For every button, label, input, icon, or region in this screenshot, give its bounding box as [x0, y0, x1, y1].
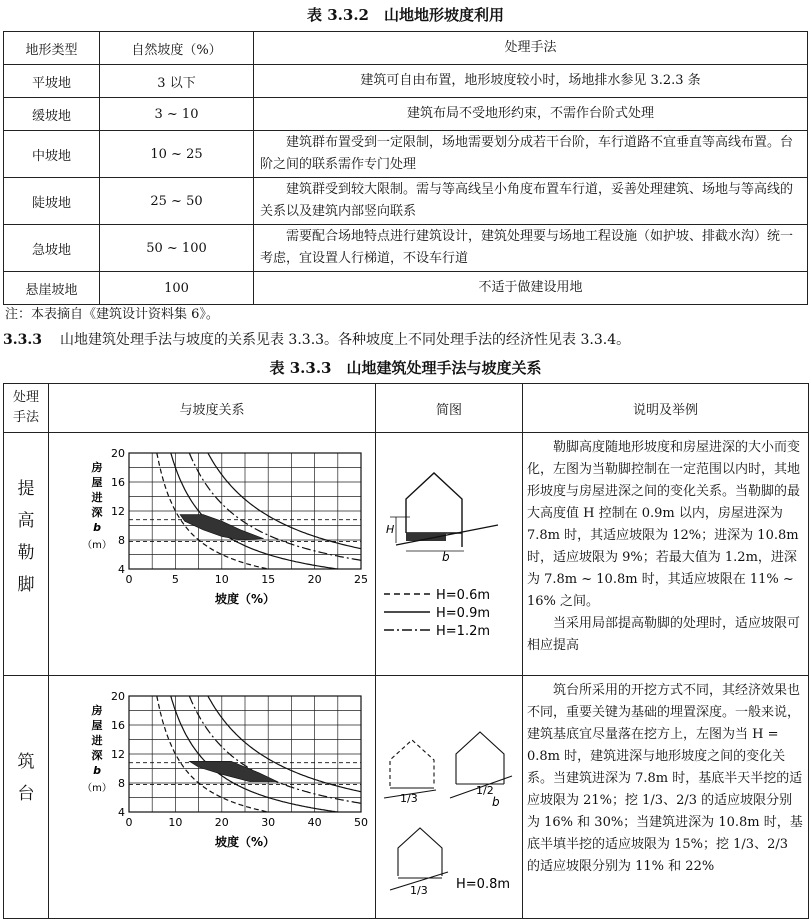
- svg-text:b: b: [492, 795, 500, 809]
- section-number: 3.3.3: [3, 332, 42, 348]
- method-text: 建筑布局不受地形约束，不需作台阶式处理: [254, 98, 808, 131]
- desc-paragraph: 勒脚高度随地形坡度和房屋进深的大小而变化，左图为当勒脚控制在一定范围以内时，其地形坡度与房屋进深之间的变化关系。当勒脚的最大高度值 H 控制在 0.9m 以内，房屋进深为 7.8m 时，其适应坡限为 12%；进深为 10.8m 时，适应坡限为 9%；若最大值为 1.2m，进深为 7.8m ~ 10.8m 时，其适应坡限在 11% ~ 16% 之间。: [527, 440, 801, 609]
- x-axis-label: 坡度（%）: [214, 592, 276, 606]
- header-method-line2: 手法: [12, 410, 39, 425]
- table-row: [4, 98, 808, 131]
- table1-title: 表 3.3.2 山地地形坡度利用: [307, 6, 504, 24]
- x-tick-label: 20: [214, 816, 229, 829]
- terrain-type: 平坡地: [4, 65, 100, 98]
- terrain-type: 悬崖坡地: [4, 272, 100, 305]
- chart-cell: [49, 433, 376, 676]
- x-tick-label: 30: [261, 816, 276, 829]
- method-cell: [4, 676, 49, 919]
- svg-text:房: 房: [91, 461, 103, 474]
- y-tick-label: 20: [111, 690, 125, 703]
- legend-label: H=0.9m: [436, 606, 491, 621]
- y-tick-label: 16: [111, 719, 125, 732]
- header-desc: 说明及举例: [523, 384, 809, 433]
- svg-text:深: 深: [91, 506, 103, 519]
- header-method: 处理手法: [254, 32, 808, 65]
- header-slope: 自然坡度（%）: [100, 32, 254, 65]
- svg-text:（m）: （m）: [82, 783, 112, 794]
- svg-text:屋: 屋: [91, 719, 103, 732]
- x-tick-label: 20: [307, 573, 322, 586]
- method-text: 不适于做建设用地: [254, 272, 808, 305]
- section-paragraph: [3, 329, 630, 349]
- x-tick-label: 0: [125, 573, 133, 586]
- table-row: [4, 131, 808, 178]
- house-section-icon: [390, 828, 448, 890]
- svg-text:1/3: 1/3: [400, 792, 418, 805]
- chart-cell: [49, 676, 376, 919]
- slope-value: 10 ~ 25: [100, 131, 254, 178]
- svg-text:b: b: [93, 764, 101, 777]
- table-row: [4, 676, 809, 919]
- table2-title: 表 3.3.3 山地建筑处理手法与坡度关系: [269, 359, 542, 377]
- sketch-plinth: [376, 433, 522, 671]
- y-tick-label: 4: [118, 806, 125, 819]
- y-tick-label: 8: [118, 777, 125, 790]
- desc-cell: [523, 676, 809, 919]
- legend-line-solid: [384, 606, 490, 621]
- method-slope-table: [3, 383, 809, 919]
- slope-value: 3 ~ 10: [100, 98, 254, 131]
- svg-text:b: b: [93, 521, 101, 534]
- table-header-row: [4, 32, 808, 65]
- terrain-type: 急坡地: [4, 225, 100, 272]
- x-tick-label: 15: [261, 573, 276, 586]
- svg-text:进: 进: [91, 491, 103, 504]
- svg-text:屋: 屋: [91, 476, 103, 489]
- x-tick-label: 0: [125, 816, 133, 829]
- x-axis-label: 坡度（%）: [214, 835, 276, 849]
- y-tick-label: 8: [118, 534, 125, 547]
- house-section-icon: [390, 473, 498, 551]
- svg-text:1/2: 1/2: [476, 784, 494, 797]
- x-tick-label: 5: [171, 573, 179, 586]
- method-name: 提 高 勒 脚: [17, 479, 35, 595]
- svg-text:进: 进: [91, 734, 103, 747]
- legend-label: H=0.8m: [456, 877, 511, 892]
- legend-line-dashed: [384, 588, 490, 603]
- slope-depth-chart-2: [49, 676, 375, 914]
- desc-paragraph: 当采用局部提高勒脚的处理时，适应坡限可相应提高: [527, 616, 801, 653]
- y-axis-label: [82, 460, 112, 551]
- y-axis-label: [82, 703, 112, 794]
- table-header-row: [4, 384, 809, 433]
- method-text: 需要配合场地特点进行建筑设计，建筑处理要与场地工程设施（如护坡、排截水沟）统一考虑，宜设置人行梯道，不设车行道: [254, 225, 808, 272]
- y-tick-label: 4: [118, 563, 125, 576]
- x-tick-label: 10: [214, 573, 229, 586]
- section-text: 山地建筑处理手法与坡度的关系见表 3.3.3。各种坡度上不同处理手法的经济性见表 3.3.4。: [59, 332, 631, 348]
- x-tick-label: 10: [168, 816, 183, 829]
- method-text: 建筑可自由布置，地形坡度较小时，场地排水参见 3.2.3 条: [254, 65, 808, 98]
- curve-h12: [189, 453, 361, 560]
- svg-text:深: 深: [91, 749, 103, 762]
- sketch-terrace: [376, 676, 522, 914]
- table-row: [4, 272, 808, 305]
- chart-grid: [129, 696, 361, 812]
- y-tick-label: 20: [111, 447, 125, 460]
- svg-text:房: 房: [91, 704, 103, 717]
- x-tick-label: 40: [307, 816, 322, 829]
- slope-value: 100: [100, 272, 254, 305]
- table1-note: 注：本表摘自《建筑设计资料集 6》。: [5, 307, 219, 322]
- y-tick-label: 16: [111, 476, 125, 489]
- table-row: [4, 178, 808, 225]
- method-cell: [4, 433, 49, 676]
- desc-cell: [523, 433, 809, 676]
- legend-label: H=1.2m: [436, 624, 491, 639]
- legend-line-dashdot: [384, 624, 490, 639]
- slope-usage-table: [3, 31, 808, 305]
- svg-text:H: H: [386, 523, 395, 536]
- method-name: 筑 台: [17, 752, 35, 804]
- feasible-zone: [189, 761, 277, 781]
- header-relation: 与坡度关系: [49, 384, 376, 433]
- method-text: 建筑群受到较大限制。需与等高线呈小角度布置车行道，妥善处理建筑、场地与等高线的关系以及建筑内部竖向联系: [254, 178, 808, 225]
- svg-text:b: b: [442, 550, 450, 564]
- x-tick-label: 50: [354, 816, 368, 829]
- terrain-type: 缓坡地: [4, 98, 100, 131]
- terrain-type: 陡坡地: [4, 178, 100, 225]
- desc-paragraph: 筑台所采用的开挖方式不同，其经济效果也不同，重要关键为基础的埋置深度。一般来说，建筑基底宜尽量落在挖方上，左图为当 H = 0.8m 时，建筑进深与地形坡度之间的变化关系。当建筑进深为 7.8m 时，基底半天半挖的适应坡限为 21%；挖 1/3、2/3 的适应坡限分别为 16% 和 30%；当建筑进深为 10.8m 时，基底半填半挖的适应坡限为 15%；挖 1/3、2/3 的适应坡限分别为 11% 和 22%: [527, 683, 803, 874]
- chart-grid: [129, 453, 361, 569]
- sketch-cell: [376, 676, 523, 919]
- sketch-cell: [376, 433, 523, 676]
- house-section-icon: [384, 740, 436, 798]
- legend-label: H=0.6m: [436, 588, 491, 603]
- slope-value: 50 ~ 100: [100, 225, 254, 272]
- curve-h12: [189, 696, 361, 803]
- svg-text:1/3: 1/3: [410, 884, 428, 897]
- header-sketch: 简图: [376, 384, 523, 433]
- svg-text:（m）: （m）: [82, 540, 112, 551]
- terrain-type: 中坡地: [4, 131, 100, 178]
- header-terrain: 地形类型: [4, 32, 100, 65]
- y-tick-label: 12: [111, 505, 125, 518]
- table-row: [4, 433, 809, 676]
- table-row: [4, 225, 808, 272]
- header-method-line1: 处理: [12, 390, 39, 405]
- slope-depth-chart-1: [49, 433, 375, 671]
- y-tick-label: 12: [111, 748, 125, 761]
- slope-value: 3 以下: [100, 65, 254, 98]
- slope-value: 25 ~ 50: [100, 178, 254, 225]
- method-text: 建筑群布置受到一定限制，场地需要划分成若干台阶，车行道路不宜垂直等高线布置。台阶之间的联系需作专门处理: [254, 131, 808, 178]
- table-row: [4, 65, 808, 98]
- x-tick-label: 25: [354, 573, 368, 586]
- header-method: [4, 384, 49, 433]
